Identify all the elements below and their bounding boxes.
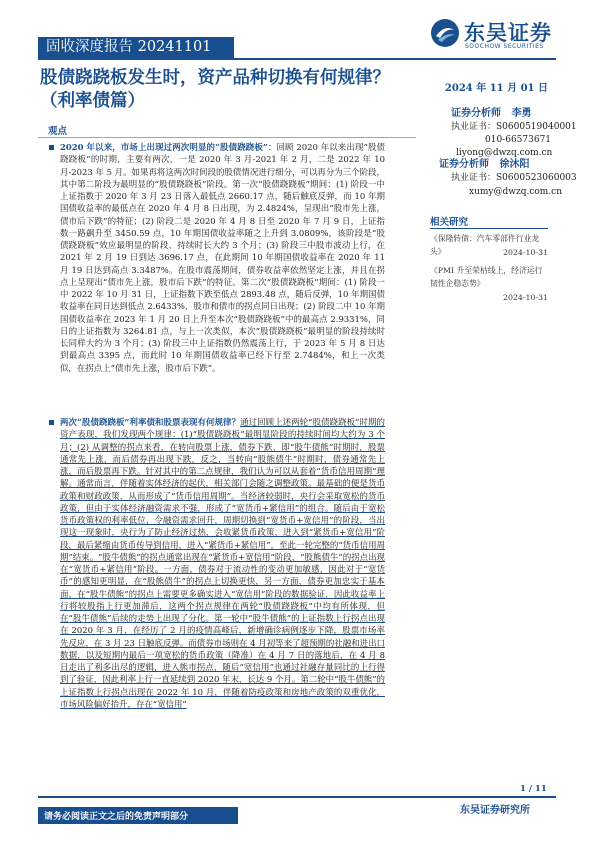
paragraph-1-lead: 2020 年以来，市场上出现过两次明显的“股债跷跷板” <box>60 142 268 152</box>
bullet-icon <box>49 420 54 425</box>
related-item-1[interactable]: 《保隆转债：汽车零部件行业龙头》 <box>430 234 540 256</box>
paragraph-2 <box>60 416 385 710</box>
disclaimer-notice[interactable]: 请务必阅读正文之后的免责声明部分 <box>44 812 189 822</box>
paragraph-1 <box>60 141 385 374</box>
logo-name-en: SOOCHOW SECURITIES <box>465 43 544 50</box>
related-item-1-date: 2024-10-31 <box>503 248 548 257</box>
report-type: 固收深度报告 20241101 <box>46 39 212 55</box>
footer-divider <box>38 796 556 798</box>
analyst-1-name: 李勇 <box>511 108 532 119</box>
analyst-1-cert-label: 执业证书： <box>451 122 497 132</box>
institute-name: 东吴证券研究所 <box>460 805 530 816</box>
analyst-1-heading <box>451 107 531 121</box>
company-logo <box>430 18 590 48</box>
analyst-2-heading <box>439 158 529 172</box>
report-date: 2024 年 11 月 01 日 <box>444 83 548 94</box>
bullet-icon <box>49 145 54 150</box>
analyst-1-cert-row <box>451 121 577 135</box>
analyst-2-cert: S0600523060003 <box>496 173 577 183</box>
related-research-title: 相关研究 <box>430 217 469 228</box>
paragraph-2-lead: 两次“股债跷跷板”利率债和股票表现有何规律？ <box>60 417 241 427</box>
analyst-1-phone: 010-66573671 <box>485 135 552 145</box>
analyst-1 <box>451 107 531 121</box>
analyst-2-cert-label: 执业证书： <box>451 173 497 183</box>
page-number: 1 / 11 <box>520 784 547 794</box>
analyst-1-cert: S0600519040001 <box>496 122 577 132</box>
related-item-2[interactable]: 《PMI 升至荣枯线上，经济运行韧性企稳态势》 <box>430 266 543 288</box>
analyst-1-role: 证券分析师 <box>451 108 501 119</box>
related-item-2-date: 2024-10-31 <box>503 293 548 302</box>
paragraph-1-text: ：回顾 2020 年以来出现“股债跷跷板”的时期，主要有两次，一是 2020 年 3 月-2021 年 2 月，二是 2022 年 10 月-2023 年 5 月。如果再将这两次时间段的股债情况进行细分，可以再分为三个阶段，其中第二阶段为最明显的“股债跷跷板”阶段。第一次“股债跷跷板”期间：(1) 阶段一中上证指数于 2020 年 3 月 23 日落入最低点 2660.17 点，随后触底反弹，而 10 年期国债收益率的最低点在 2020 年 4 月 8 日出现，为 2.4824%，呈现出“股市先上涨，债市后下跌”的特征；(2) 阶段二是 2020 年 4 月 8 日至 2020 年 7 月 9 日，上证指数一路飙升至 3450.59 点，10 年期国债收益率随之上升到 3.0809%，该阶段是“股债跷跷板”效应最明显的阶段，持续时长大约 3 个月；(3) 阶段三中股市波动上行，在 2021 年 2 月 19 日到达 3696.17 点，在此期间 10 年期国债收益率在 2020 年 11 月 19 日达到高点 3.3487%。在股市震荡期间，债券收益率依然坚定上涨，并且在拐点上呈现出“债市先上涨，股市后下跌”的特征。第二次“股债跷跷板”期间：(1) 阶段一中 2022 年 10 月 31 日，上证指数下跌至低点 2893.48 点，随后反弹，10 年期国债收益率在同日达到低点 2.6433%，股市和债市的拐点同日出现；(2) 阶段二中 10 年期国债收益率在 2023 年 1 月 20 日上升至本次“股债跷跷板”中的最高点 2.9331%，同日的上证指数为 3264.81 点，与上一次类似，本次“股债跷跷板”最明显的阶段持续时长同样大约为 3 个月；(3) 阶段三中上证指数仍然震荡上行，于 2023 年 5 月 8 日达到最高点 3395 点，而此时 10 年期国债收益率已经下行至 2.7484%，和上一次类似，在拐点上“债市先上涨，股市后下跌”。 <box>60 142 385 373</box>
report-title: 股债跷跷板发生时，资产品种切换有何规律？（利率债篇） <box>40 68 390 111</box>
analyst-2-email[interactable]: xumy@dwzq.com.cn <box>469 187 563 197</box>
analyst-2-cert-row <box>451 172 577 186</box>
analyst-2-role: 证券分析师 <box>439 159 489 170</box>
analyst-2-name: 徐沐阳 <box>499 159 530 170</box>
paragraph-2-text: 通过回顾上述两轮“股债跷跷板”时期的资产表现，我们发现两个规律：(1)“股债跷跷板”最明显阶段的持续时间均大约为 3 个月；(2) 从调整的拐点来看，在转向股票上涨，债券下跌，即“股牛债熊”时期时，股票通常先上涨，而后债券再出现下跌，反之，当转向“股熊债牛”时期时，债券通常先上涨，而后股票再下跌。针对其中的第二点规律，我们认为可以从套着“货币信用周期”理解。通常而言，伴随着实体经济的起伏，相关部门会随之调整政策。最基础的便是货币政策和财政政策，从而形成了“货币信用周期”。当经济较弱时，央行会采取宽松的货币政策，但由于实体经济融资需求不强，形成了“宽货币+紧信用”的组合。随后由于宽松货币政策权的利率低位，令融资需求回升，周期切换到“宽货币+宽信用”的阶段，当出现这一现象时，央行为了防止经济过热，会收紧货币政策，进入到“紧货币+宽信用”阶段，最后紧缩由货币传导到信用，进入“紧货币+紧信用”。至此一轮完整的“货币信用周期”结束。“股牛债熊”的拐点通常出现在“紧货币+宽信用”阶段，“股熊债牛”的拐点出现在“宽货币+紧信用”阶段。一方面，债券对于流动性的变动更加敏感，因此对于“宽货币”的感知更明显，在“股熊债牛”的拐点上切换更快，另一方面，债券更加忠实于基本面，在“股牛债熊”的拐点上需要更多确实进入“宽信用”阶段的数据验证，因此收益率上行将较股指上行更加滞后，这两个拐点规律在两轮“股债跷跷板”中均有所体现，但在“股牛债熊”后续的走势上出现了分化。第一轮中“股牛债熊”的上证指数上行拐点出现在 2020 年 3 月，在经历了 2 月的疫情高峰后，新增确诊病例逐步下降，股票市场率先反应，在 3 月 23 日触底反弹。而债券市场则在 4 月初等来了超预期的社融和进出口数据，以及短期内最后一项宽松的货币政策（降准）在 4 月 7 日的落地后，在 4 月 8 日走出了利多出尽的逻辑，进入熊市拐点，随后“宽信用”也通过社融存量同比的上行得到了验证，因此利率上行一直延续到 2020 年末，长达 9 个月。第二轮中“股牛债熊”的上证指数上行拐点出现在 2022 年 10 月，伴随着防疫政策和房地产政策的双重优化，市场风险偏好抬升，存在“宽信用” <box>60 417 385 709</box>
related-divider <box>430 228 548 229</box>
header-divider <box>38 58 556 60</box>
analyst-1-email[interactable]: liyong@dwzq.com.cn <box>456 148 553 158</box>
analyst-2 <box>439 158 529 172</box>
section-divider <box>38 137 416 138</box>
logo-mark-icon <box>430 18 460 48</box>
section-label: 观点 <box>48 126 68 137</box>
logo-name-cn: 东吴证券 <box>464 21 552 45</box>
